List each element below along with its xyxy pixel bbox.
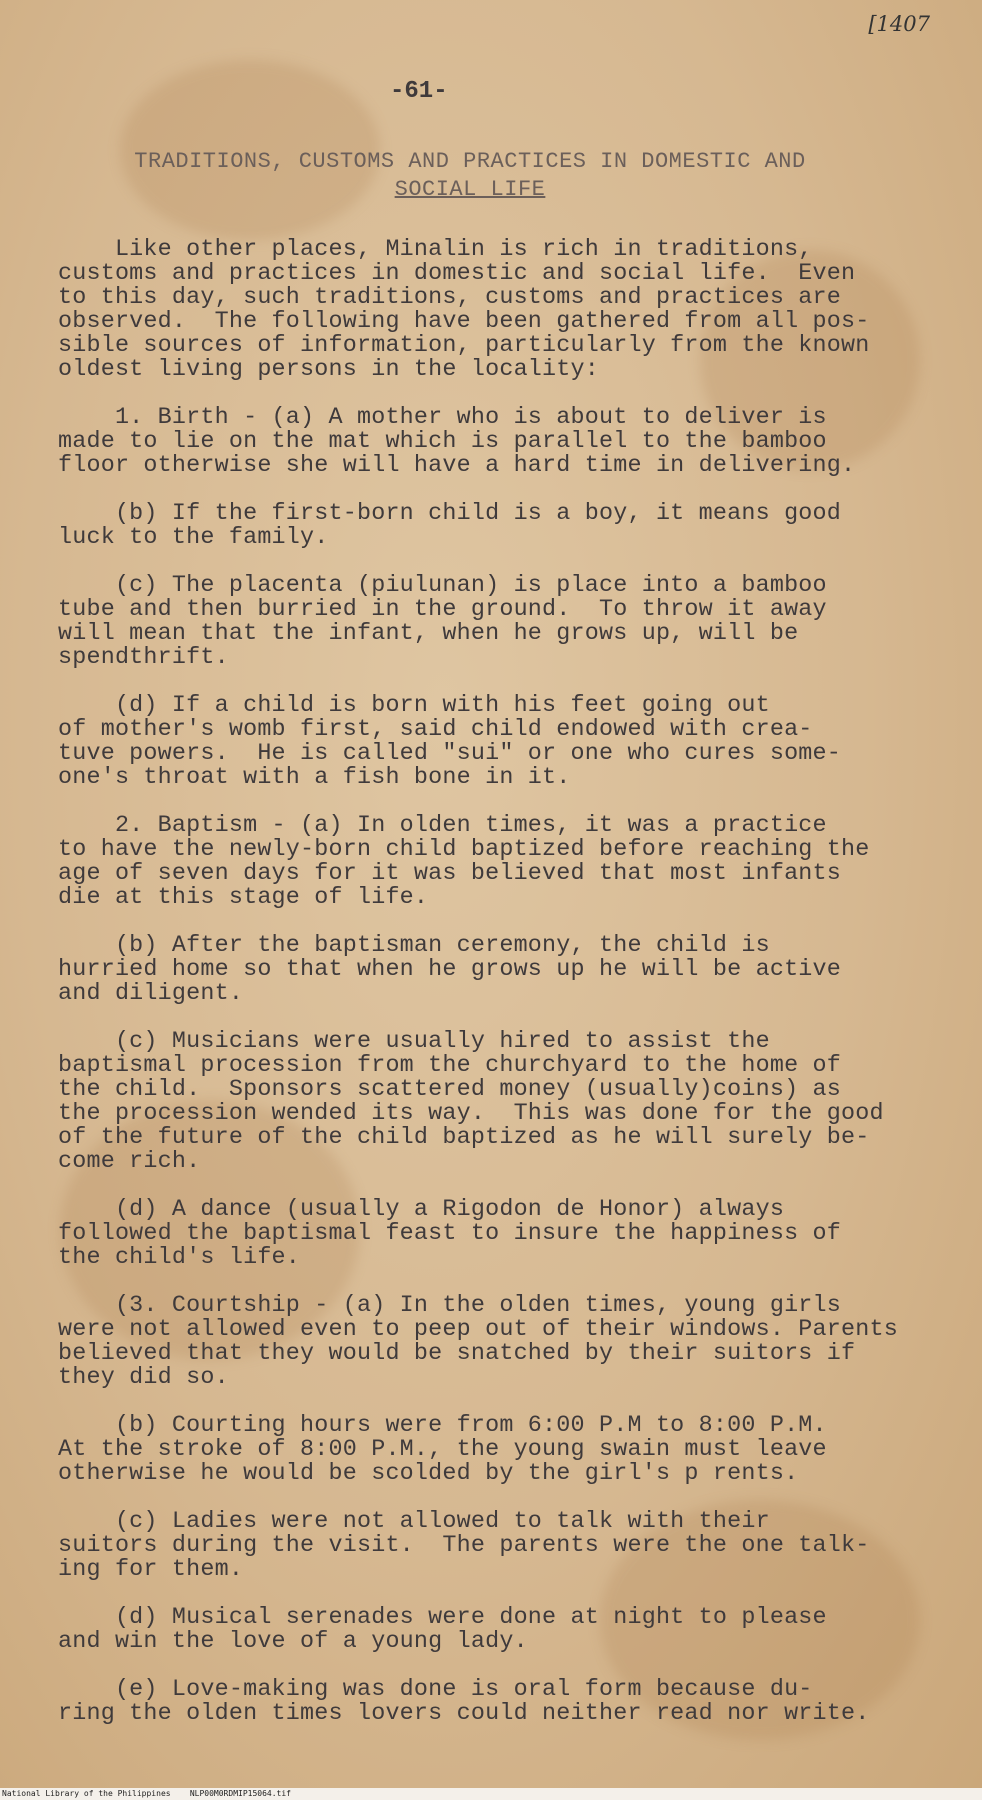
paragraph: [58, 934, 938, 1006]
text-line: 2. Baptism - (a) In olden times, it was a practice: [58, 813, 827, 839]
text-line: to have the newly-born child baptized before reaching the: [58, 837, 870, 863]
text-line: come rich.: [58, 1149, 201, 1175]
title-line-2: SOCIAL LIFE: [394, 177, 546, 202]
paragraph: [58, 1606, 938, 1654]
text-line: and diligent.: [58, 981, 244, 1007]
paragraph: [58, 1414, 938, 1486]
text-line: baptismal procession from the churchyard to the home of: [58, 1053, 842, 1079]
text-line: (3. Courtship - (a) In the olden times, young girls: [58, 1293, 842, 1319]
title-line-1: TRADITIONS, CUSTOMS AND PRACTICES IN DOMESTIC AND: [134, 149, 806, 174]
text-line: sible sources of information, particularly from the known: [58, 333, 870, 359]
text-line: (e) Love-making was done is oral form because du-: [58, 1677, 813, 1703]
text-line: made to lie on the mat which is parallel to the bamboo: [58, 429, 827, 455]
text-line: (c) The placenta (piulunan) is place into a bamboo: [58, 573, 827, 599]
text-line: one's throat with a fish bone in it.: [58, 765, 571, 791]
text-line: and win the love of a young lady.: [58, 1629, 528, 1655]
text-line: oldest living persons in the locality:: [58, 357, 599, 383]
text-line: to this day, such traditions, customs and practices are: [58, 285, 842, 311]
paragraph: [58, 238, 938, 382]
text-line: (d) Musical serenades were done at night to please: [58, 1605, 827, 1631]
text-line: will mean that the infant, when he grows up, will be: [58, 621, 799, 647]
text-line: followed the baptismal feast to insure the happiness of: [58, 1221, 842, 1247]
paragraph: [58, 694, 938, 790]
document-title: [100, 148, 840, 204]
text-line: of the future of the child baptized as he will surely be-: [58, 1125, 870, 1151]
text-line: age of seven days for it was believed that most infants: [58, 861, 842, 887]
paragraph: [58, 814, 938, 910]
text-line: the child. Sponsors scattered money (usually)coins) as: [58, 1077, 842, 1103]
text-line: hurried home so that when he grows up he will be active: [58, 957, 842, 983]
text-line: (b) If the first-born child is a boy, it means good: [58, 501, 842, 527]
text-line: tube and then burried in the ground. To throw it away: [58, 597, 827, 623]
paragraph: [58, 1510, 938, 1582]
text-line: suitors during the visit. The parents were the one talk-: [58, 1533, 870, 1559]
text-line: 1. Birth - (a) A mother who is about to deliver is: [58, 405, 827, 431]
text-line: At the stroke of 8:00 P.M., the young swain must leave: [58, 1437, 827, 1463]
text-line: (b) Courting hours were from 6:00 P.M to 8:00 P.M.: [58, 1413, 827, 1439]
text-line: believed that they would be snatched by their suitors if: [58, 1341, 856, 1367]
text-line: floor otherwise she will have a hard time in delivering.: [58, 453, 856, 479]
page-number: -61-: [390, 78, 448, 105]
text-line: otherwise he would be scolded by the girl's p rents.: [58, 1461, 799, 1487]
text-line: luck to the family.: [58, 525, 329, 551]
paragraph: [58, 574, 938, 670]
text-line: (d) If a child is born with his feet going out: [58, 693, 770, 719]
text-line: they did so.: [58, 1365, 229, 1391]
text-line: tuve powers. He is called "sui" or one who cures some-: [58, 741, 842, 767]
archive-mark: [1407: [868, 12, 930, 36]
text-line: the child's life.: [58, 1245, 301, 1271]
text-line: spendthrift.: [58, 645, 229, 671]
text-line: (c) Ladies were not allowed to talk with their: [58, 1509, 770, 1535]
text-line: ing for them.: [58, 1557, 244, 1583]
text-line: customs and practices in domestic and social life. Even: [58, 261, 856, 287]
text-line: ring the olden times lovers could neither read nor write.: [58, 1701, 870, 1727]
text-line: the procession wended its way. This was done for the good: [58, 1101, 884, 1127]
text-line: Like other places, Minalin is rich in traditions,: [58, 237, 813, 263]
document-body: [58, 238, 938, 1750]
text-line: of mother's womb first, said child endowed with crea-: [58, 717, 813, 743]
text-line: (b) After the baptisman ceremony, the child is: [58, 933, 770, 959]
text-line: were not allowed even to peep out of their windows. Parents: [58, 1317, 898, 1343]
scan-footer: National Library of the Philippines NLP00M0RDMIP15064.tif: [0, 1788, 982, 1800]
paragraph: [58, 1198, 938, 1270]
text-line: observed. The following have been gathered from all pos-: [58, 309, 870, 335]
text-line: (c) Musicians were usually hired to assist the: [58, 1029, 770, 1055]
paragraph: [58, 1294, 938, 1390]
paragraph: [58, 406, 938, 478]
text-line: die at this stage of life.: [58, 885, 429, 911]
paragraph: [58, 502, 938, 550]
paragraph: [58, 1030, 938, 1174]
text-line: (d) A dance (usually a Rigodon de Honor) always: [58, 1197, 785, 1223]
paragraph: [58, 1678, 938, 1726]
